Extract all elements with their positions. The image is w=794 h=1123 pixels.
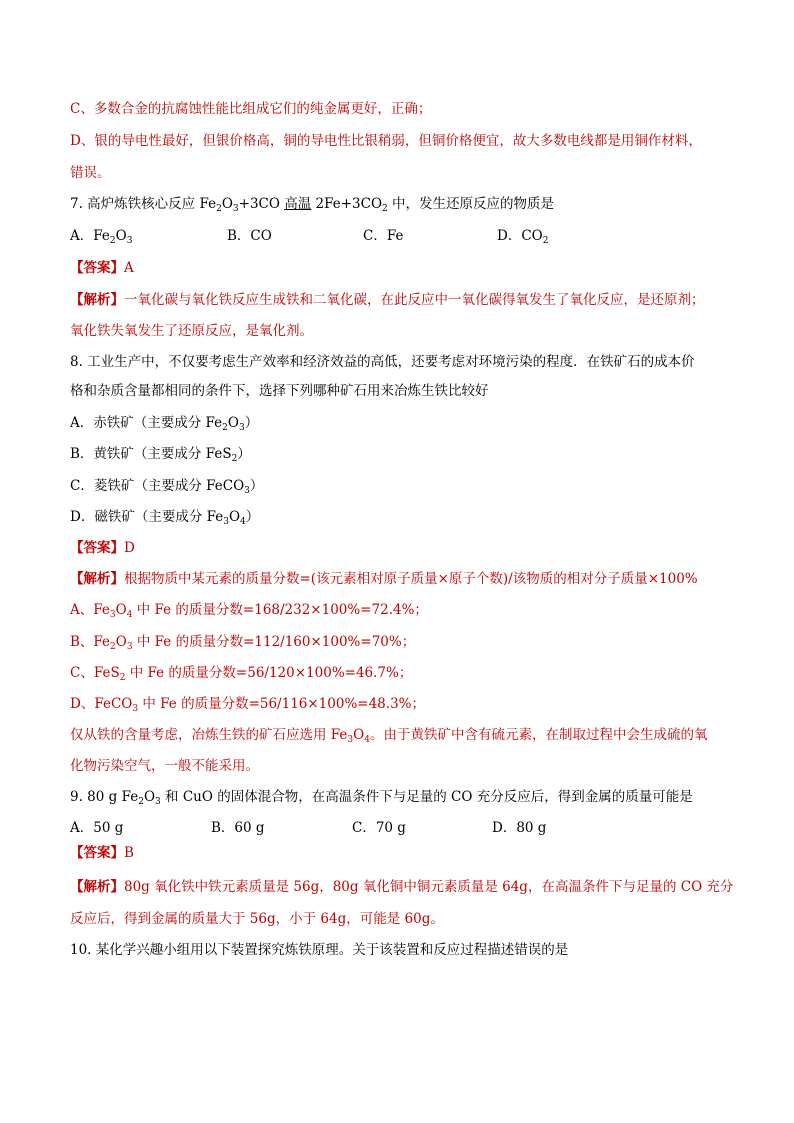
q7-option-b: B．CO [227, 228, 272, 244]
question-9-stem: 9. 80 g $Fe_2O_3$ 和 CuO 的固体混合物，在高温条件下与足量的 CO 充分反应后，得到金属的质量可能是 [70, 789, 693, 807]
q7-analysis-line1: 【解析】一氧化碳与氧化铁反应生成铁和二氧化碳，在此反应中一氧化碳得氧发生了氧化反应，是还原剂； [70, 292, 705, 308]
q8-analysis-b: B、$Fe_2O_3$ 中 Fe 的质量分数=112/160×100%=70%； [70, 634, 416, 652]
q8-option-d: D．磁铁矿（主要成分 $Fe_3O_4$） [70, 509, 260, 527]
q9-analysis-line1: 【解析】80g 氧化铁中铁元素质量是 56g，80g 氧化铜中铜元素质量是 64g，在高温条件下与足量的 CO 充分 [70, 879, 734, 895]
q9-option-b: B．60 g [211, 820, 265, 836]
reaction-condition: 高温 [284, 196, 312, 212]
q9-option-d: D．80 g [492, 820, 547, 836]
q8-analysis-c: C、FeS$_2$ 中 Fe 的质量分数=56/120×100%=46.7%； [70, 665, 413, 683]
q8-answer: 【答案】D [70, 540, 135, 556]
q7-option-c: C．Fe [363, 228, 404, 244]
option-d-explanation-line1: D、银的导电性最好，但银价格高，铜的导电性比银稍弱，但铜价格便宜，故大多数电线都是用铜作材料， [70, 133, 702, 149]
question-10-stem: 10. 某化学兴趣小组用以下装置探究炼铁原理。关于该装置和反应过程描述错误的是 [70, 942, 569, 958]
q8-analysis-formula: 【解析】根据物质中某元素的质量分数=(该元素相对原子质量×原子个数)/该物质的相对分子质量×100% [70, 571, 698, 587]
q8-option-c: C．菱铁矿（主要成分 FeCO$_3$） [70, 478, 264, 496]
q8-analysis-a: A、$Fe_3O_4$ 中 Fe 的质量分数=168/232×100%=72.4%； [70, 602, 428, 620]
question-7-stem: 7. 高炉炼铁核心反应 $Fe_2O_3+3CO$ 高温 $2Fe+3CO_2$ 中，发生还原反应的物质是 [70, 196, 555, 214]
q7-option-a: A．$Fe_2O_3$ [70, 228, 133, 246]
q9-option-c: C．70 g [352, 820, 406, 836]
q7-answer: 【答案】A [70, 260, 134, 276]
q8-option-a: A．赤铁矿（主要成分 $Fe_2O_3$） [70, 415, 259, 433]
option-c-explanation: C、多数合金的抗腐蚀性能比组成它们的纯金属更好，正确； [70, 101, 432, 117]
option-d-explanation-line2: 错误。 [70, 165, 111, 181]
q8-option-b: B．黄铁矿（主要成分 FeS$_2$） [70, 446, 251, 464]
q8-conclusion-line2: 化物污染空气，一般不能采用。 [70, 758, 259, 774]
q8-conclusion-line1: 仅从铁的含量考虑，冶炼生铁的矿石应选用 $Fe_3O_4$。由于黄铁矿中含有硫元素，在制取过程中会生成硫的氧 [70, 727, 708, 745]
question-8-stem-line1: 8. 工业生产中，不仅要考虑生产效率和经济效益的高低，还要考虑对环境污染的程度．在铁矿石的成本价 [70, 354, 695, 370]
q8-analysis-d: D、FeCO$_3$ 中 Fe 的质量分数=56/116×100%=48.3%； [70, 696, 425, 714]
q9-analysis-line2: 反应后，得到金属的质量大于 56g，小于 64g，可能是 60g。 [70, 911, 444, 927]
q7-option-d: D．$CO_2$ [497, 228, 549, 246]
question-8-stem-line2: 格和杂质含量都相同的条件下，选择下列哪种矿石用来冶炼生铁比较好 [70, 383, 489, 399]
q9-option-a: A．50 g [70, 820, 124, 836]
q7-analysis-line2: 氧化铁失氧发生了还原反应，是氧化剂。 [70, 323, 313, 339]
q9-answer: 【答案】B [70, 845, 134, 861]
